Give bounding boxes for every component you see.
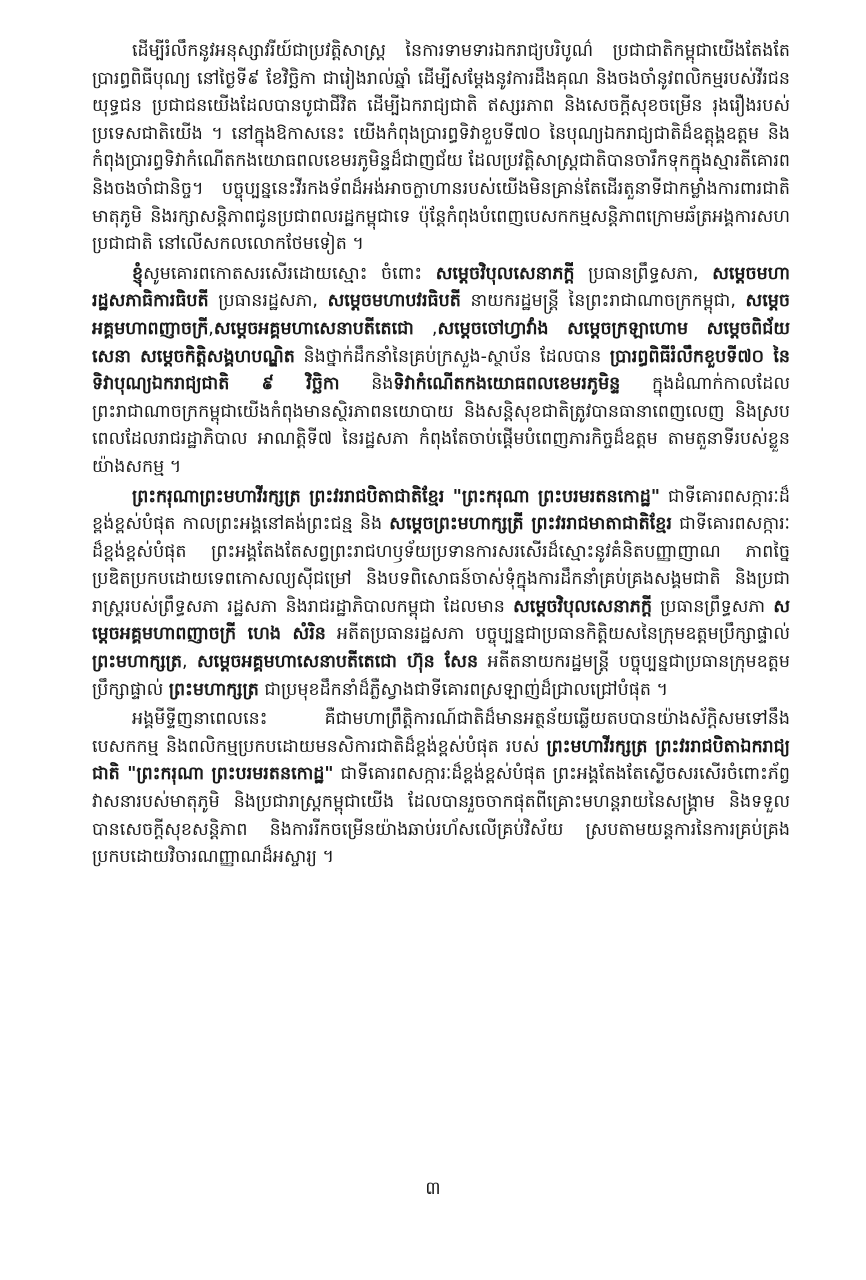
text-run: ក្នុងដំណាក់កាលដែលព្រះរាជាណាចក្រកម្ពុជាយើងកំពុងមានស្ថិរភាពនយោបាយ និងសន្តិសុខជាតិត្រូវបានធានាពេញលេញ និងស្របពេលដែលរាជរដ្ឋាភិបាល អាណត្តិទី៧ នៃរដ្ឋសភា កំពុងតែចាប់ផ្តើមបំពេញភារកិច្ចដ៏ឧត្តម តាមតួនាទីរបស់ខ្លួនយ៉ាងសកម្ម ។ xyxy=(92,374,790,477)
text-run-bold: ខ្ញុំ xyxy=(132,263,144,284)
body-text xyxy=(92,38,790,1138)
text-run-bold: សម្តេចមហាបវរធិបតី xyxy=(327,291,461,312)
text-run-bold: ព្រះមហាក្សត្រ xyxy=(168,679,259,700)
text-run: ប្រធានព្រឹទ្ធសភា, xyxy=(574,263,713,284)
paragraph-meeting xyxy=(92,706,790,872)
text-run: អតីតនាយករដ្ឋមន្ត្រី បច្ចុប្បន្នជាប្រធានក្រុមឧត្តមប្រឹក្សាផ្ទាល់ xyxy=(92,652,790,700)
text-run: អង្គមីទ្ទីញនាពេលនេះ គឺជាមហាព្រឹត្តិការណ៍ជាតិដ៏មានអត្ថន័យឆ្លើយតបបានយ៉ាងស័ក្តិសមទៅនឹងបេសកកម្ម និងពលិកម្មប្រកបដោយមនសិការជាតិដ៏ខ្ពង់ខ្ពស់បំផុត របស់ xyxy=(92,709,790,757)
text-run-bold: សម្តេចមហារដ្ឋសភាធិការធិបតី xyxy=(92,263,790,312)
text-run-bold: សម្តេចវិបុលសេនាភក្តី xyxy=(435,263,575,284)
text-run: អតីតប្រធានរដ្ឋសភា បច្ចុប្បន្នជាប្រធានកិត្តិយសនៃក្រុមឧត្តមប្រឹក្សាផ្ទាល់ xyxy=(325,624,790,645)
text-run: , xyxy=(413,318,438,339)
text-run: ប្រធានព្រឹទ្ធសភា xyxy=(651,596,774,617)
text-run: និងថ្នាក់ដឹកនាំនៃគ្រប់ក្រសួង-ស្ថាប័ន ដែលបាន xyxy=(294,346,610,367)
page-number: ៣ xyxy=(425,1178,441,1199)
text-run: , xyxy=(181,652,198,673)
text-run: ជាប្រមុខដឹកនាំដ៏ភ្លឺស្វាងជាទីគោរពស្រឡាញ់ដ៏ជ្រាលជ្រៅបំផុត ។ xyxy=(258,679,669,700)
paragraph-anniversary xyxy=(92,38,790,259)
text-run-bold: ព្រះករុណាព្រះមហាវីរក្សត្រ ព្រះវររាជបិតាជាតិខ្មែរ "ព្រះករុណា ព្រះបរមរតនកោដ្ឋ" xyxy=(132,486,661,507)
text-run: និង xyxy=(339,374,394,395)
text-run-bold: ប្រារព្ធពិធីរំលឹកខួបទី៧០ នៃទិវាបុណ្យឯករាជ្យជាតិ ៩ វិច្ឆិកា xyxy=(92,346,790,395)
text-run: ជាទីគោរពសក្ការៈដ៏ខ្ពង់ខ្ពស់បំផុត ព្រះអង្គតែងតែស្ងើចសរសើរចំពោះភ័ព្វវាសនារបស់មាតុភូមិ និងប្រជារាស្ត្រកម្ពុជាយើង ដែលបានរួចចាកផុតពីគ្រោះមហន្តរាយនៃសង្គ្រាម និងទទួលបានសេចក្តីសុខសន្តិភាព និងការរីកចម្រើនយ៉ាងឆាប់រហ័សលើគ្រប់វិស័យ ស្របតាមយន្តការនៃការគ្រប់គ្រងប្រកបដោយវិចារណញ្ញាណដ៏អស្ចារ្យ ។ xyxy=(92,764,790,868)
text-run: សូមគោរពកោតសរសើរដោយស្មោះ ចំពោះ xyxy=(143,263,436,284)
text-run-bold: សម្តេចចៅហ្វាវាំង សម្តេចក្រឡាហោម សម្តេចពិជ័យសេនា សម្តេចកិត្តិសង្គហបណ្ឌិត xyxy=(92,318,790,367)
text-run-bold: សម្តេចអគ្គមហាសេនាបតីតេជោ ហ៊ុន សែន xyxy=(197,652,479,673)
text-run: ដើម្បីរំលឹកនូវអនុស្សាវរីយ៍ជាប្រវត្តិសាស្ត្រ នៃការទាមទារឯករាជ្យបរិបូណ៌ ប្រជាជាតិកម្ពុជាយើងតែងតែប្រារព្ធពិធីបុណ្យ នៅថ្ងៃទី៩ ខែវិច្ឆិកា ជារៀងរាល់ឆ្នាំ ដើម្បីសម្តែងនូវការដឹងគុណ និងចងចាំនូវពលិកម្មរបស់វីរជន យុទ្ធជន ប្រជាជនយើងដែលបានបូជាជីវិត ដើម្បីឯករាជ្យជាតិ ឥស្សរភាព និងសេចក្តីសុខចម្រើន រុងរឿងរបស់ប្រទេសជាតិយើង ។ នៅក្នុងឱកាសនេះ យើងកំពុងប្រារព្ធទិវាខួបទី៧០ នៃបុណ្យឯករាជ្យជាតិដ៏ឧត្តុង្គឧត្តម និងកំពុងប្រារព្ធទិវាកំណើតកងយោធពលខេមរភូមិន្ទដ៏ជាញជ័យ ដែលប្រវត្តិសាស្ត្រជាតិបានចារឹកទុកក្នុងស្មារតីគោរព និងចងចាំជានិច្ច។ បច្ចុប្បន្ននេះវីរកងទ័ពដ៏អង់អាចក្លាហានរបស់យើងមិនគ្រាន់តែដើរតួនាទីជាកម្លាំងការពារជាតិមាតុភូមិ និងរក្សាសន្តិភាពជូនប្រជាពលរដ្ឋកម្ពុជាទេ ប៉ុន្តែកំពុងបំពេញបេសកកម្មសន្តិភាពក្រោមឆ័ត្រអង្គការសហប្រជាជាតិ នៅលើសកលលោកថែមទៀត ។ xyxy=(92,41,790,255)
text-run-bold: សម្តេចអគ្គមហាពញាចក្រី ហេង សំរិន xyxy=(92,596,790,645)
text-run-bold: ព្រះមហាវីរក្សត្រ ព្រះវររាជបិតាឯករាជ្យជាតិ "ព្រះករុណា ព្រះបរមរតនកោដ្ឋ" xyxy=(92,736,790,785)
text-run-bold: សម្តេចព្រះមហាក្សត្រី ព្រះវររាជមាតាជាតិខ្មែរ xyxy=(389,514,672,535)
text-run: ប្រធានរដ្ឋសភា, xyxy=(208,291,328,312)
paragraph-royal-praise xyxy=(92,484,790,705)
text-run-bold: សម្តេចអគ្គមហាសេនាបតីតេជោ xyxy=(213,318,414,339)
paragraph-appreciation xyxy=(92,261,790,482)
text-run: ជាទីគោរពសក្ការៈដ៏ខ្ពង់ខ្ពស់បំផុត ព្រះអង្គតែងតែសព្វព្រះរាជហឫទ័យប្រទានការសរសើរដ៏ស្មោះនូវគំនិតបញ្ញាញាណ ភាពច្នៃប្រឌិតប្រកបដោយទេពកោសល្យស៊ីជម្រៅ និងបទពិសោធន៍ចាស់ទុំក្នុងការដឹកនាំគ្រប់គ្រងសង្គមជាតិ និងប្រជារាស្ត្ររបស់ព្រឹទ្ធសភា រដ្ឋសភា និងរាជរដ្ឋាភិបាលកម្ពុជា ដែលមាន xyxy=(92,514,790,617)
text-run: នាយករដ្ឋមន្ត្រី នៃព្រះរាជាណាចក្រកម្ពុជា, xyxy=(460,291,746,312)
text-run-bold: សម្តេចវិបុលសេនាភក្តី xyxy=(513,596,652,617)
text-run-bold: ព្រះមហាក្សត្រ xyxy=(92,652,182,673)
text-run-bold: សម្តេចអគ្គមហាពញាចក្រី xyxy=(92,291,790,339)
text-run-bold: ទិវាកំណើតកងយោធពលខេមរភូមិន្ទ xyxy=(393,374,621,395)
text-run: ជាទីគោរពសក្ការៈដ៏ខ្ពង់ខ្ពស់បំផុត កាលព្រះអង្គនៅគង់ព្រះជន្ម និង xyxy=(92,486,790,535)
text-run: , xyxy=(208,318,214,339)
